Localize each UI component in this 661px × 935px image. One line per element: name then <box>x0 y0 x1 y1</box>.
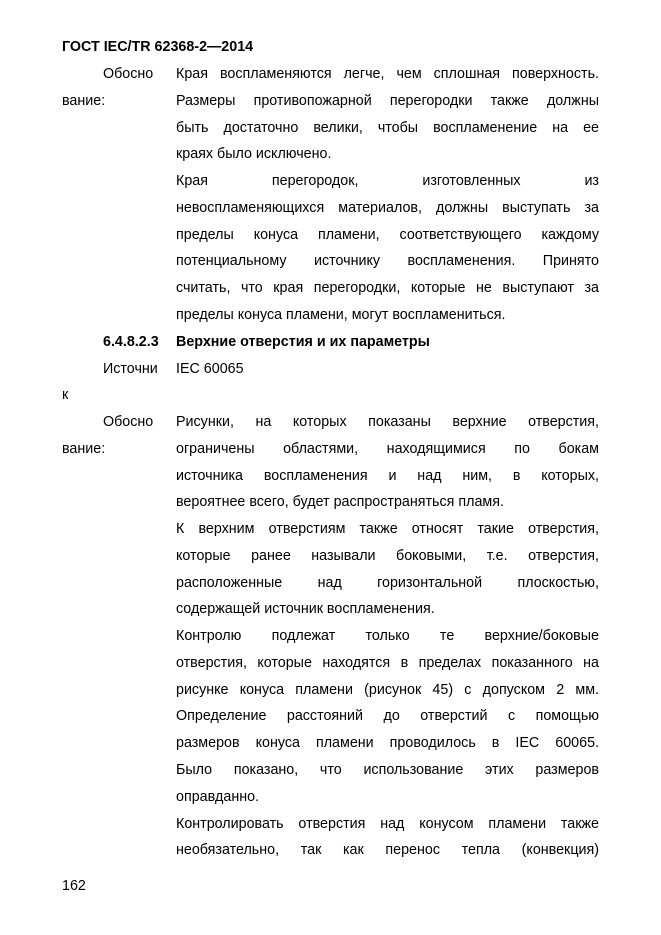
text-line: быть достаточно велики, чтобы воспламенение на ее <box>176 120 599 136</box>
rationale-label: Обосно <box>103 414 154 430</box>
text-line: Рисунки, на которых показаны верхние отверстия, <box>176 414 599 430</box>
text-line: Размеры противопожарной перегородки также должны <box>176 93 599 109</box>
text-line: рисунке конуса пламени (рисунок 45) с допуском 2 мм. <box>176 682 599 698</box>
text-line: расположенные над горизонтальной плоскостью, <box>176 575 599 591</box>
source-value: IEC 60065 <box>176 361 244 377</box>
text-line: Было показано, что использование этих размеров <box>176 762 599 778</box>
text-line: оправданно. <box>176 789 260 805</box>
text-line: пределы конуса пламени, соответствующего каждому <box>176 227 599 243</box>
text-line: отверстия, которые находятся в пределах показанного на <box>176 655 599 671</box>
source-label: Источни <box>103 361 158 377</box>
rationale-label-cont: вание: <box>62 441 106 457</box>
section-title: Верхние отверстия и их параметры <box>176 334 430 350</box>
text-line: невоспламеняющихся материалов, должны выступать за <box>176 200 599 216</box>
text-line: Определение расстояний до отверстий с помощью <box>176 708 599 724</box>
text-line: К верхним отверстиям также относят такие отверстия, <box>176 521 599 537</box>
text-line: потенциальному источнику воспламенения. Принято <box>176 253 599 269</box>
rationale-label: Обосно <box>103 66 154 82</box>
text-line: ограничены областями, находящимися по бокам <box>176 441 599 457</box>
text-line: Контролю подлежат только те верхние/боковые <box>176 628 599 644</box>
text-line: необязательно, так как перенос тепла (конвекция) <box>176 842 599 858</box>
page-number: 162 <box>62 878 86 894</box>
text-line: Края воспламеняются легче, чем сплошная поверхность. <box>176 66 599 82</box>
text-line: размеров конуса пламени проводилось в IEC 60065. <box>176 735 599 751</box>
text-line: Края перегородок, изготовленных из <box>176 173 599 189</box>
text-line: вероятнее всего, будет распространяться пламя. <box>176 494 504 510</box>
text-line: пределы конуса пламени, могут воспламениться. <box>176 307 506 323</box>
text-line: считать, что края перегородки, которые не выступают за <box>176 280 599 296</box>
rationale-label-cont: вание: <box>62 93 106 109</box>
source-label-cont: к <box>62 387 69 403</box>
text-line: источника воспламенения и над ним, в которых, <box>176 468 599 484</box>
text-line: которые ранее называли боковыми, т.е. отверстия, <box>176 548 599 564</box>
document-header: ГОСТ IEC/TR 62368-2—2014 <box>62 39 254 55</box>
text-line: Контролировать отверстия над конусом пламени также <box>176 816 599 832</box>
section-number: 6.4.8.2.3 <box>103 334 159 350</box>
text-line: содержащей источник воспламенения. <box>176 601 435 617</box>
text-line: краях было исключено. <box>176 146 332 162</box>
